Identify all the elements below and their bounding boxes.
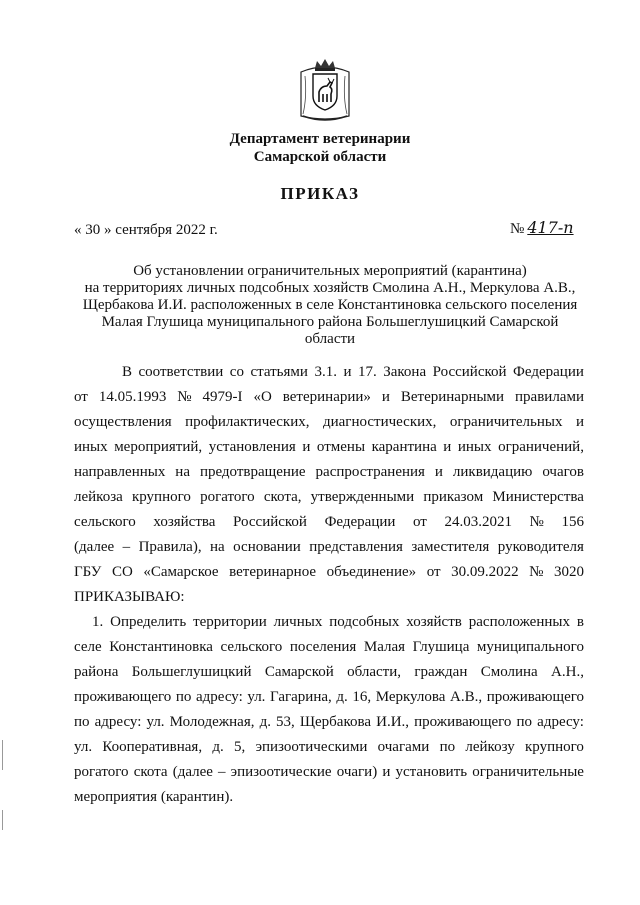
body-line: мероприятия (карантин). bbox=[74, 789, 234, 805]
body-line: осуществления профилактических, диагностических, ограничительных и bbox=[74, 414, 584, 430]
department-name-line1: Департамент ветеринарии bbox=[229, 131, 411, 147]
subject-line: Щербакова И.И. расположенных в селе Константиновка сельского поселения bbox=[82, 297, 578, 313]
document-type-title: ПРИКАЗ bbox=[280, 184, 360, 203]
samara-coat-of-arms-icon bbox=[297, 58, 353, 124]
department-name-line2: Самарской области bbox=[253, 149, 387, 165]
body-line: ПРИКАЗЫВАЮ: bbox=[74, 589, 185, 605]
body-line: (далее – Правила), на основании представления заместителя руководителя bbox=[74, 539, 584, 555]
body-line: В соответствии со статьями 3.1. и 17. Закона Российской Федерации bbox=[122, 364, 584, 380]
body-line: ГБУ СО «Самарское ветеринарное объединение» от 30.09.2022 № 3020 bbox=[74, 564, 584, 580]
scan-margin-mark bbox=[2, 740, 3, 770]
body-line: проживающего по адресу: ул. Гагарина, д. 16, Меркулова А.В., проживающего bbox=[74, 689, 584, 705]
subject-line: Малая Глушица муниципального района Большеглушицкий Самарской bbox=[101, 314, 559, 330]
body-line: по адресу: ул. Молодежная, д. 53, Щербакова И.И., проживающего по адресу: bbox=[74, 714, 584, 730]
order-number-prefix: № bbox=[510, 221, 525, 237]
body-line: рогатого скота (далее – эпизоотические очаги) и установить ограничительные bbox=[74, 764, 584, 780]
body-line: сельского хозяйства Российской Федерации от 24.03.2021 № 156 bbox=[74, 514, 584, 530]
order-number bbox=[510, 218, 574, 238]
subject-line: Об установлении ограничительных мероприятий (карантина) bbox=[133, 263, 527, 279]
body-line: направленных на предотвращение распространения и ликвидацию очагов bbox=[74, 464, 584, 480]
scan-margin-mark bbox=[2, 810, 3, 830]
subject-line: области bbox=[304, 331, 356, 347]
order-body bbox=[74, 360, 584, 810]
order-subject bbox=[70, 263, 590, 348]
body-line: 1. Определить территории личных подсобных хозяйств расположенных в bbox=[92, 614, 584, 630]
body-line: селе Константиновка сельского поселения Малая Глушица муниципального bbox=[74, 639, 584, 655]
body-line: лейкоза крупного рогатого скота, утвержденными приказом Министерства bbox=[74, 489, 584, 505]
body-line: района Большеглушицкий Самарской области, граждан Смолина А.Н., bbox=[74, 664, 584, 680]
body-line: ул. Кооперативная, д. 5, эпизоотическими очагами по лейкозу крупного bbox=[74, 739, 584, 755]
body-line: от 14.05.1993 № 4979-I «О ветеринарии» и Ветеринарными правилами bbox=[74, 389, 584, 405]
subject-line: на территориях личных подсобных хозяйств Смолина А.Н., Меркулова А.В., bbox=[84, 280, 576, 296]
paragraph-clause-1 bbox=[74, 610, 584, 810]
order-number-handwritten: 417-п bbox=[527, 218, 574, 237]
order-date: « 30 » сентября 2022 г. bbox=[74, 222, 218, 238]
paragraph-preamble bbox=[74, 360, 584, 610]
body-line: иных мероприятий, установления и отмены карантина и иных ограничений, bbox=[74, 439, 584, 455]
